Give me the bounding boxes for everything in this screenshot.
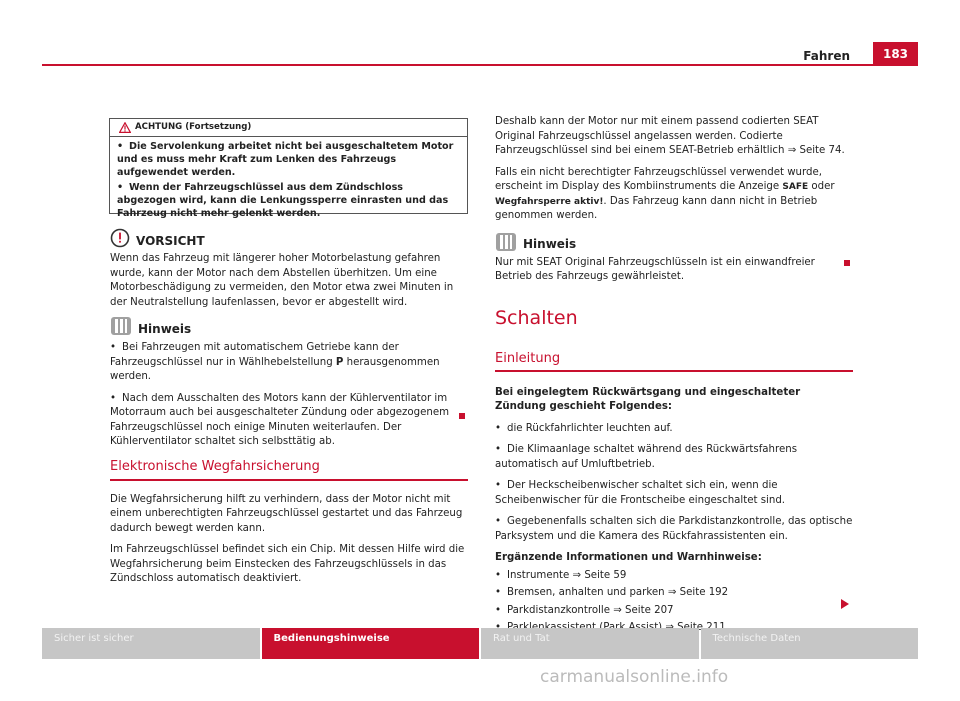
note-left-item: • Nach dem Ausschalten des Motors kann der Kühlerventilator im Motorraum auch bei ausgeschalteter Zündung oder abgezogenem Fahrzeugschlüssel noch einige Minuten weiterlaufen. Der Kühlerventilator schaltet sich selbsttätig ab. [110, 392, 468, 450]
continue-arrow-icon [841, 599, 849, 609]
note-left-title: Hinweis [138, 321, 192, 336]
right-paragraph: Deshalb kann der Motor nur mit einem passend codierten SEAT Original Fahrzeugschlüssel angelassen werden. Codierte Fahrzeugschlüssel sind bei einem SEAT-Betrieb erhältlich ⇒ Seite 74. [495, 116, 845, 156]
warning-box-header [110, 119, 467, 137]
reference-link[interactable]: • Instrumente ⇒ Seite 59 [495, 569, 853, 584]
caution-text: Wenn das Fahrzeug mit längerer hoher Motorbelastung gefahren wurde, kann der Motor nach dem Abstellen überhitzen. Um eine Motorbeschädigung zu vermeiden, den Motor etwa zwei Minuten in der Neutralstellung laufenlassen, bevor er abgestellt wird. [110, 253, 454, 308]
section-end-marker [844, 260, 850, 266]
section-end-marker [459, 413, 465, 419]
extra-info-heading: Ergänzende Informationen und Warnhinweise: [495, 552, 762, 563]
page-header-title: Fahren [803, 49, 850, 63]
list-item: • Der Heckscheibenwischer schaltet sich ein, wenn die Scheibenwischer für die Frontscheibe eingeschaltet sind. [495, 479, 853, 508]
right-paragraph: Falls ein nicht berechtigter Fahrzeugschlüssel verwendet wurde, erscheint im Display des Kombiinstruments die Anzeige SAFE oder Wegfahrsperre aktiv!. Das Fahrzeug kann dann nicht in Betrieb genommen werden. [495, 166, 835, 221]
caution-section [110, 228, 468, 317]
note-right-text: Nur mit SEAT Original Fahrzeugschlüsseln ist ein einwandfreier Betrieb des Fahrzeugs gewährleistet. [495, 256, 815, 282]
list-item: • Die Klimaanlage schaltet während des Rückwärtsfahrens automatisch auf Umluftbetrieb. [495, 443, 853, 472]
exclamation-circle-icon [110, 228, 130, 248]
warning-triangle-icon [119, 122, 131, 133]
immobilizer-paragraph: Die Wegfahrsicherung hilft zu verhindern, dass der Motor nicht mit einem unberechtigten Fahrzeugschlüssel gestartet und das Fahrzeug dadurch bewegt werden kann. [110, 493, 463, 534]
note-left-item: • Bei Fahrzeugen mit automatischem Getriebe kann der Fahrzeugschlüssel nur in Wählhebelstellung P herausgenommen werden. [110, 341, 468, 385]
list-item: • die Rückfahrlichter leuchten auf. [495, 422, 853, 437]
warning-box [109, 118, 468, 219]
introduction-lead: Bei eingelegtem Rückwärtsgang und eingeschalteter Zündung geschieht Folgendes: [495, 386, 801, 412]
immobilizer-title: Elektronische Wegfahrsicherung [110, 459, 320, 474]
note-right-title: Hinweis [523, 237, 577, 251]
warning-item: • Die Servolenkung arbeitet nicht bei ausgeschaltetem Motor und es muss mehr Kraft zum Lenken des Fahrzeugs aufgewendet werden. [117, 141, 462, 179]
reference-link[interactable]: • Parkdistanzkontrolle ⇒ Seite 207 [495, 604, 853, 619]
reference-link[interactable]: • Bremsen, anhalten und parken ⇒ Seite 192 [495, 586, 853, 601]
introduction-section [495, 352, 853, 639]
chapter-title: Schalten [495, 307, 578, 329]
warning-box-title: ACHTUNG (Fortsetzung) [135, 122, 252, 133]
immobilizer-paragraph: Im Fahrzeugschlüssel befindet sich ein Chip. Mit dessen Hilfe wird die Wegfahrsicherung beim Einstecken des Fahrzeugschlüssels in das Zündschloss automatisch deaktiviert. [110, 544, 465, 584]
right-column [495, 115, 853, 292]
list-item: • Gegebenenfalls schalten sich die Parkdistanzkontrolle, das optische Parksystem und die Kamera des Rückfahrassistenten ein. [495, 515, 853, 544]
caution-title: VORSICHT [136, 233, 205, 248]
page-number: 183 [873, 42, 918, 66]
introduction-title: Einleitung [495, 351, 561, 366]
footer-tab-sicher-ist-sicher[interactable]: Sicher ist sicher [42, 628, 260, 659]
info-note-icon [495, 232, 517, 252]
info-note-icon [110, 316, 132, 336]
section-rule [110, 479, 468, 481]
footer-nav [42, 628, 918, 659]
immobilizer-section [110, 460, 468, 594]
footer-tab-technische-daten[interactable]: Technische Daten [701, 628, 919, 659]
note-left-section [110, 316, 468, 457]
header-rule [42, 64, 918, 66]
warning-item: • Wenn der Fahrzeugschlüssel aus dem Zündschloss abgezogen wird, kann die Lenkungssperre einrasten und das Fahrzeug nicht mehr gelenkt werden. [117, 182, 462, 220]
footer-tab-bedienungshinweise[interactable]: Bedienungshinweise [262, 628, 480, 659]
footer-tab-rat-und-tat[interactable]: Rat und Tat [481, 628, 699, 659]
section-rule [495, 370, 853, 372]
watermark: carmanualsonline.info [540, 667, 729, 687]
